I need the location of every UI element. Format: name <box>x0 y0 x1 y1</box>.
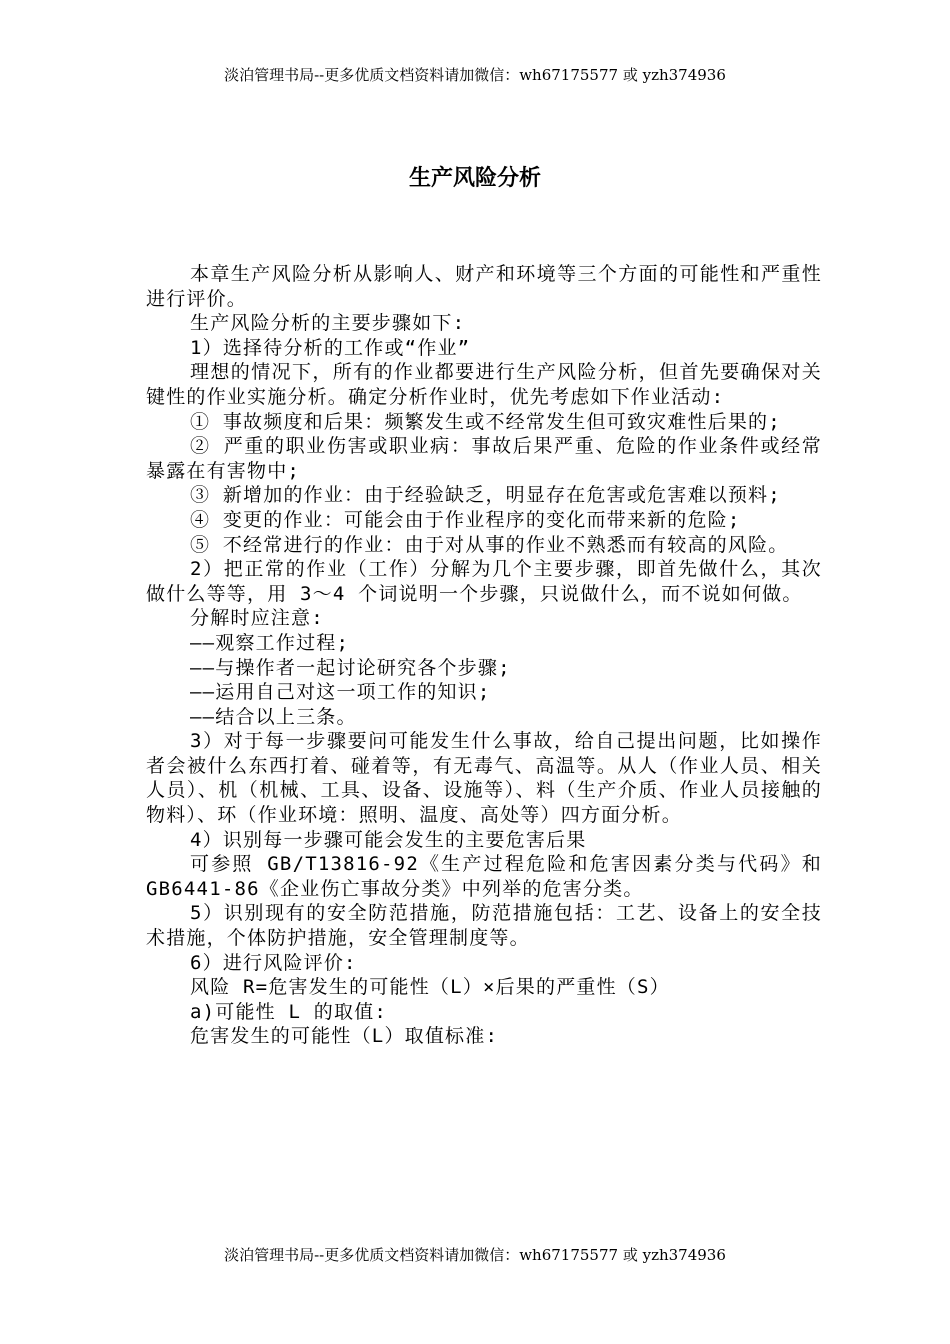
formula: 风险 R=危害发生的可能性（L）×后果的严重性（S） <box>190 976 670 999</box>
paragraph: 理想的情况下，所有的作业都要进行生产风险分析，但首先要确保对关键性的作业实施分析。确定分析作业时，优先考虑如下作业活动: <box>146 361 822 408</box>
paragraph: 2）把正常的作业（工作）分解为几个主要步骤，即首先做什么，其次做什么等等，用 3～4 个词说明一个步骤，只说做什么，而不说如何做。 <box>146 558 822 605</box>
paragraph: 6）进行风险评价: <box>190 951 357 974</box>
paragraph: 1）选择待分析的工作或“作业” <box>190 336 471 359</box>
list-item: ④ 变更的作业：可能会由于作业程序的变化而带来新的危险; <box>190 508 741 531</box>
list-item: ① 事故频度和后果：频繁发生或不经常发生但可致灾难性后果的; <box>190 410 781 433</box>
paragraph: 分解时应注意: <box>190 607 324 630</box>
document-title: 生产风险分析 <box>408 166 541 191</box>
paragraph: a)可能性 L 的取值: <box>190 1000 388 1023</box>
paragraph: 危害发生的可能性（L）取值标准: <box>190 1025 499 1048</box>
paragraph: 可参照 GB/T13816-92《生产过程危险和危害因素分类与代码》和 GB6441-86《企业伤亡事故分类》中列举的危害分类。 <box>146 853 822 900</box>
list-item: ——观察工作过程; <box>190 631 350 654</box>
paragraph: 本章生产风险分析从影响人、财产和环境等三个方面的可能性和严重性进行评价。 <box>146 263 822 310</box>
document-body <box>146 262 822 1049</box>
paragraph: 3）对于每一步骤要问可能发生什么事故，给自己提出问题，比如操作者会被什么东西打着、碰着等，有无毒气、高温等。从人（作业人员、相关人员）、机（机械、工具、设备、设施等）、料（生产介质、作业人员接触的物料）、环（作业环境：照明、温度、高处等）四方面分析。 <box>146 730 822 827</box>
list-item: ⑤ 不经常进行的作业：由于对从事的作业不熟悉而有较高的风险。 <box>190 533 789 556</box>
list-item: ——与操作者一起讨论研究各个步骤; <box>190 656 511 679</box>
page-header: 淡泊管理书局--更多优质文档资料请加微信：wh67175577 或 yzh374936 <box>224 66 726 84</box>
list-item: ——运用自己对这一项工作的知识; <box>190 681 491 704</box>
paragraph: 4）识别每一步骤可能会发生的主要危害后果 <box>190 828 587 851</box>
list-item: ③ 新增加的作业：由于经验缺乏，明显存在危害或危害难以预料; <box>190 484 781 507</box>
list-item: ② 严重的职业伤害或职业病：事故后果严重、危险的作业条件或经常暴露在有害物中; <box>146 435 822 482</box>
paragraph: 5）识别现有的安全防范措施，防范措施包括：工艺、设备上的安全技术措施，个体防护措施，安全管理制度等。 <box>146 902 822 950</box>
page-footer: 淡泊管理书局--更多优质文档资料请加微信：wh67175577 或 yzh374936 <box>224 1246 726 1264</box>
paragraph: 生产风险分析的主要步骤如下: <box>190 312 466 335</box>
list-item: ——结合以上三条。 <box>190 705 357 728</box>
